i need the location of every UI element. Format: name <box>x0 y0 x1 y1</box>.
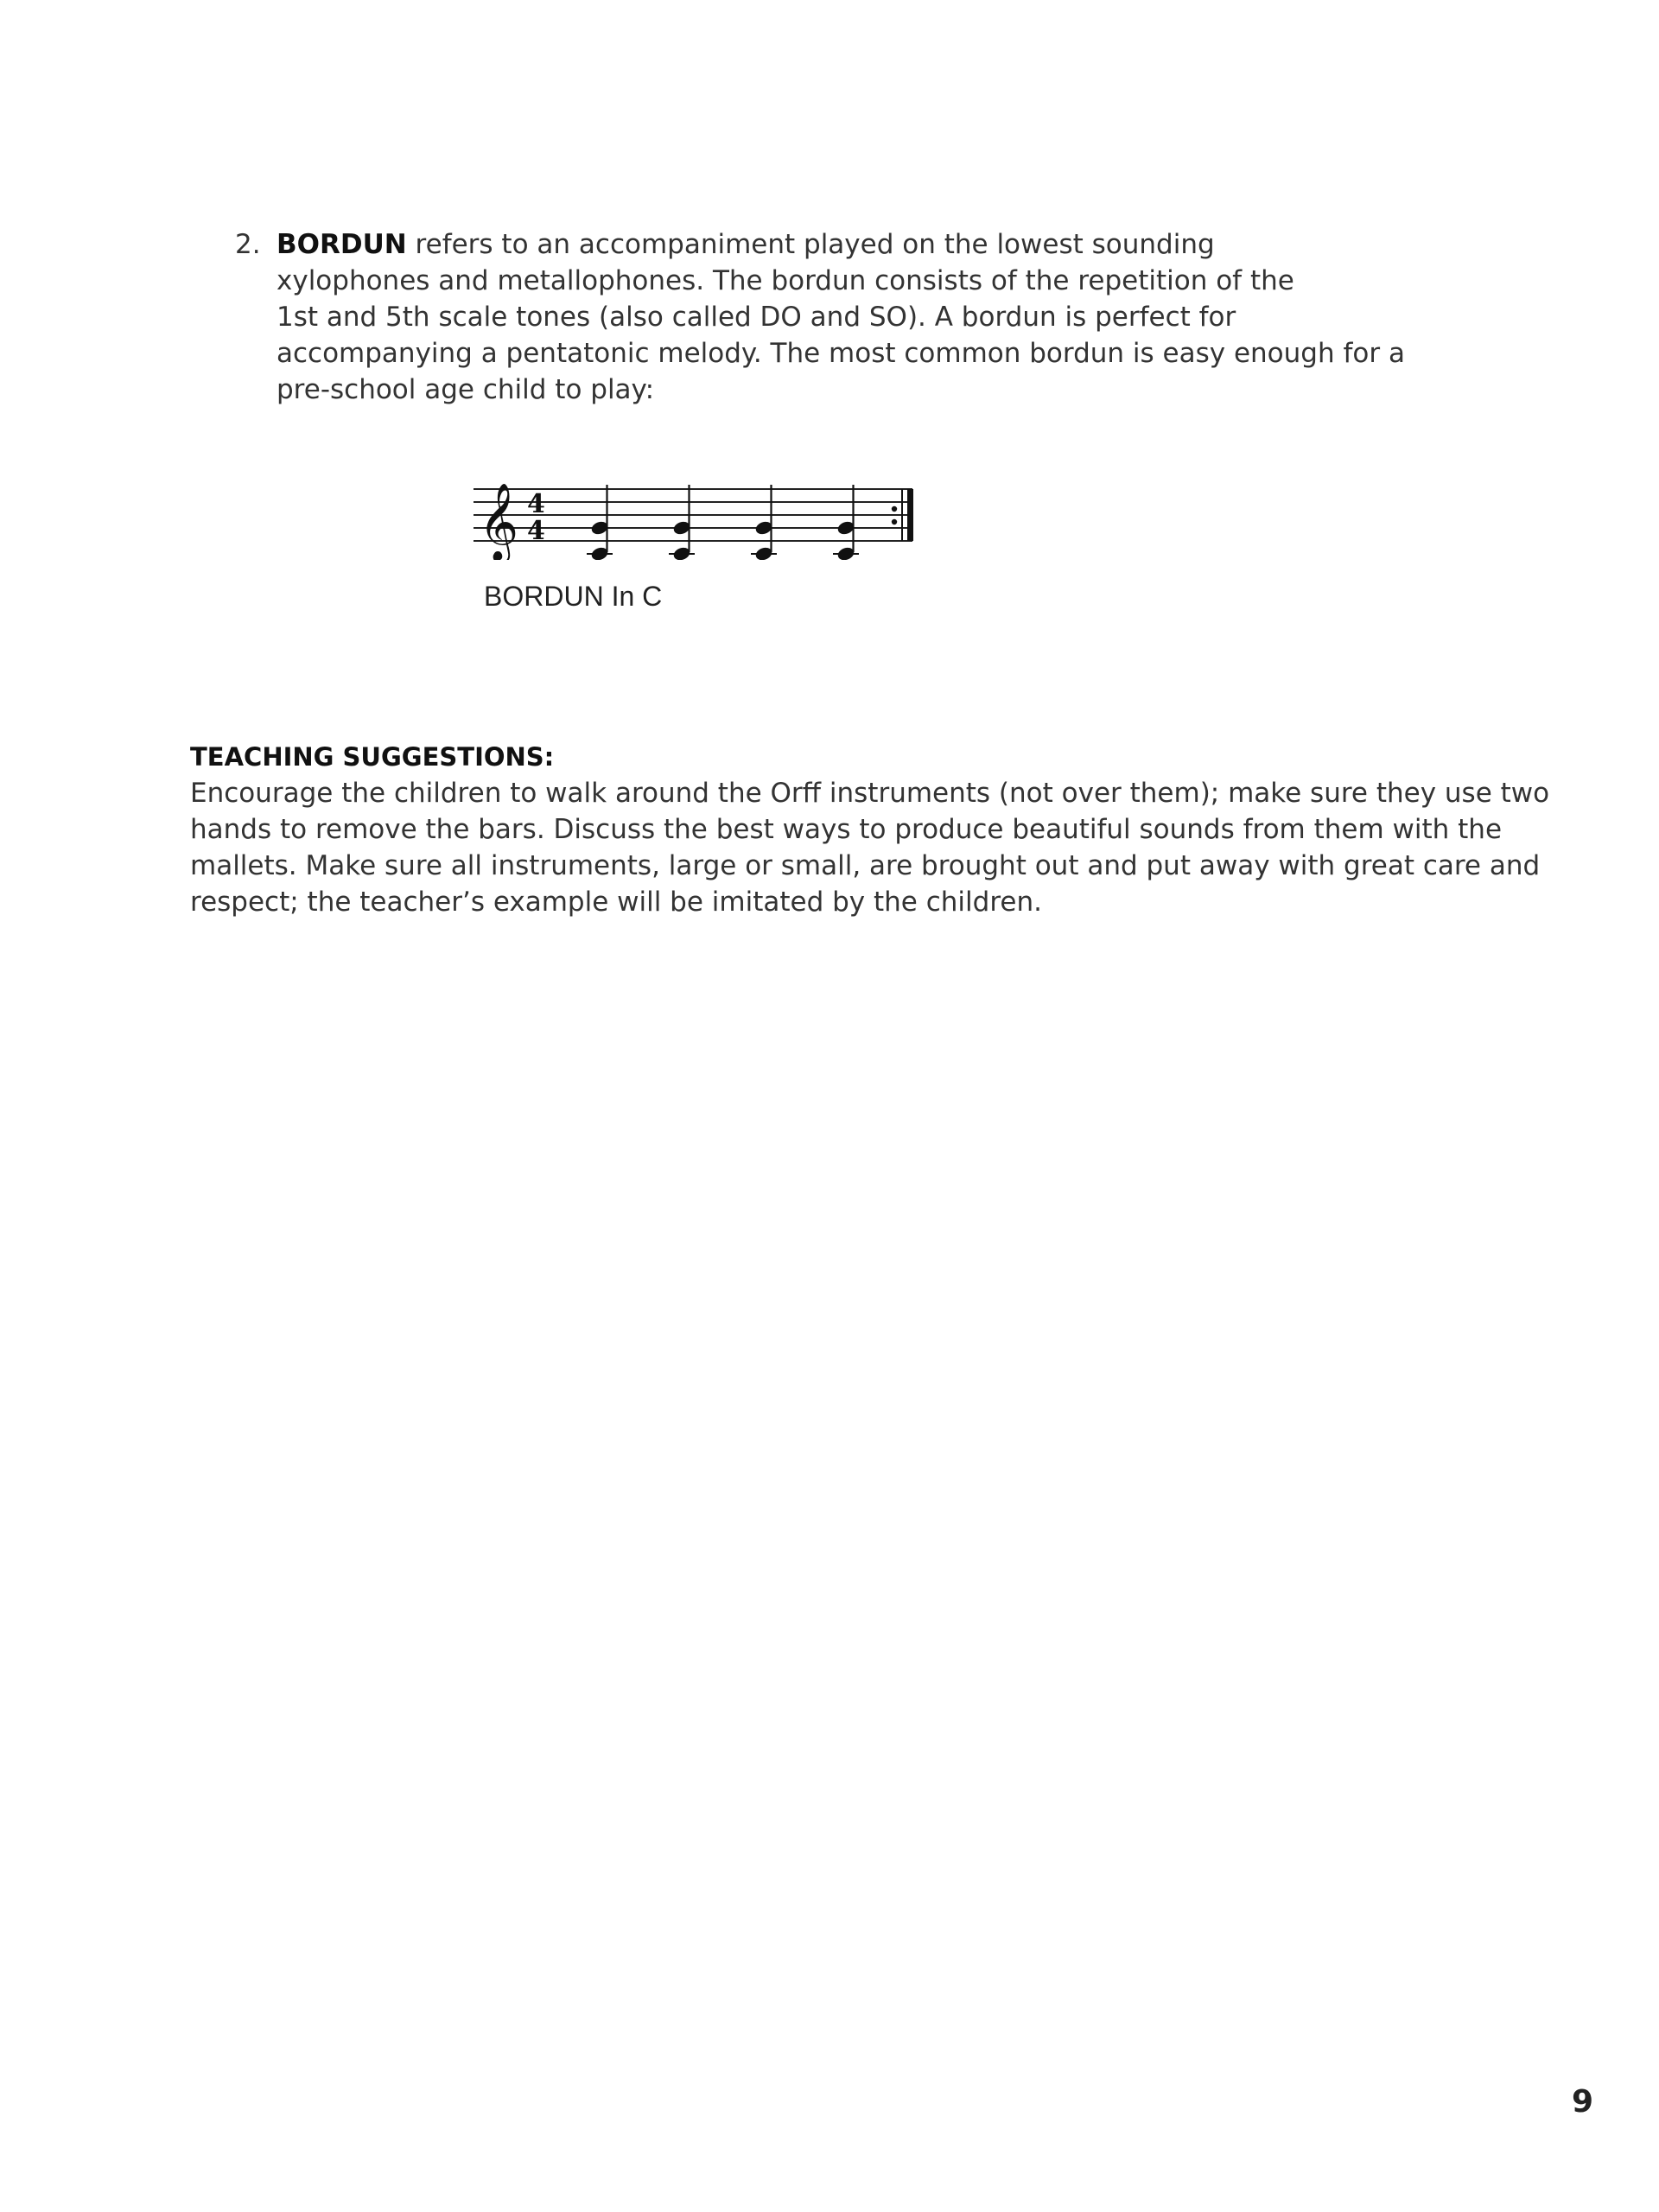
description-line: xylophones and metallophones. The bordun consists of the repetition of the <box>276 265 1294 296</box>
note-chord <box>751 485 777 560</box>
description-line: 1st and 5th scale tones (also called DO and SO). A bordun is perfect for <box>276 302 1236 333</box>
paragraph-line: respect; the teacher’s example will be imitated by the children. <box>190 887 1042 918</box>
page-number: 9 <box>1571 2084 1593 2120</box>
description-line: accompanying a pentatonic melody. The most common bordun is easy enough for a <box>276 338 1405 369</box>
repeat-dot <box>892 519 897 524</box>
note-chord <box>587 485 613 560</box>
repeat-thick-bar <box>907 489 913 541</box>
time-signature-top: 4 <box>527 489 545 519</box>
paragraph-line: mallets. Make sure all instruments, large or small, are brought out and put away with great care and <box>190 850 1541 881</box>
paragraph-line: hands to remove the bars. Discuss the best ways to produce beautiful sounds from them with the <box>190 814 1503 845</box>
repeat-dot <box>892 506 897 512</box>
treble-clef-icon: 𝄞 <box>479 483 519 560</box>
teaching-suggestions <box>190 739 1550 920</box>
term-bordun: BORDUN <box>276 229 407 260</box>
note-chord <box>669 485 695 560</box>
description-line-text: refers to an accompaniment played on the lowest sounding <box>406 229 1215 260</box>
bordun-description <box>276 226 1405 408</box>
description-line <box>276 226 1405 263</box>
notes-layer <box>587 485 859 560</box>
note-chord <box>833 485 859 560</box>
score-caption: BORDUN In C <box>484 581 663 612</box>
section-heading: TEACHING SUGGESTIONS: <box>190 742 555 772</box>
description-line: pre-school age child to play: <box>276 374 655 405</box>
music-score <box>474 474 923 560</box>
time-signature-bottom: 4 <box>527 516 545 546</box>
list-number: 2. <box>235 229 261 260</box>
paragraph-line: Encourage the children to walk around the Orff instruments (not over them); make sure they use two <box>190 778 1550 809</box>
